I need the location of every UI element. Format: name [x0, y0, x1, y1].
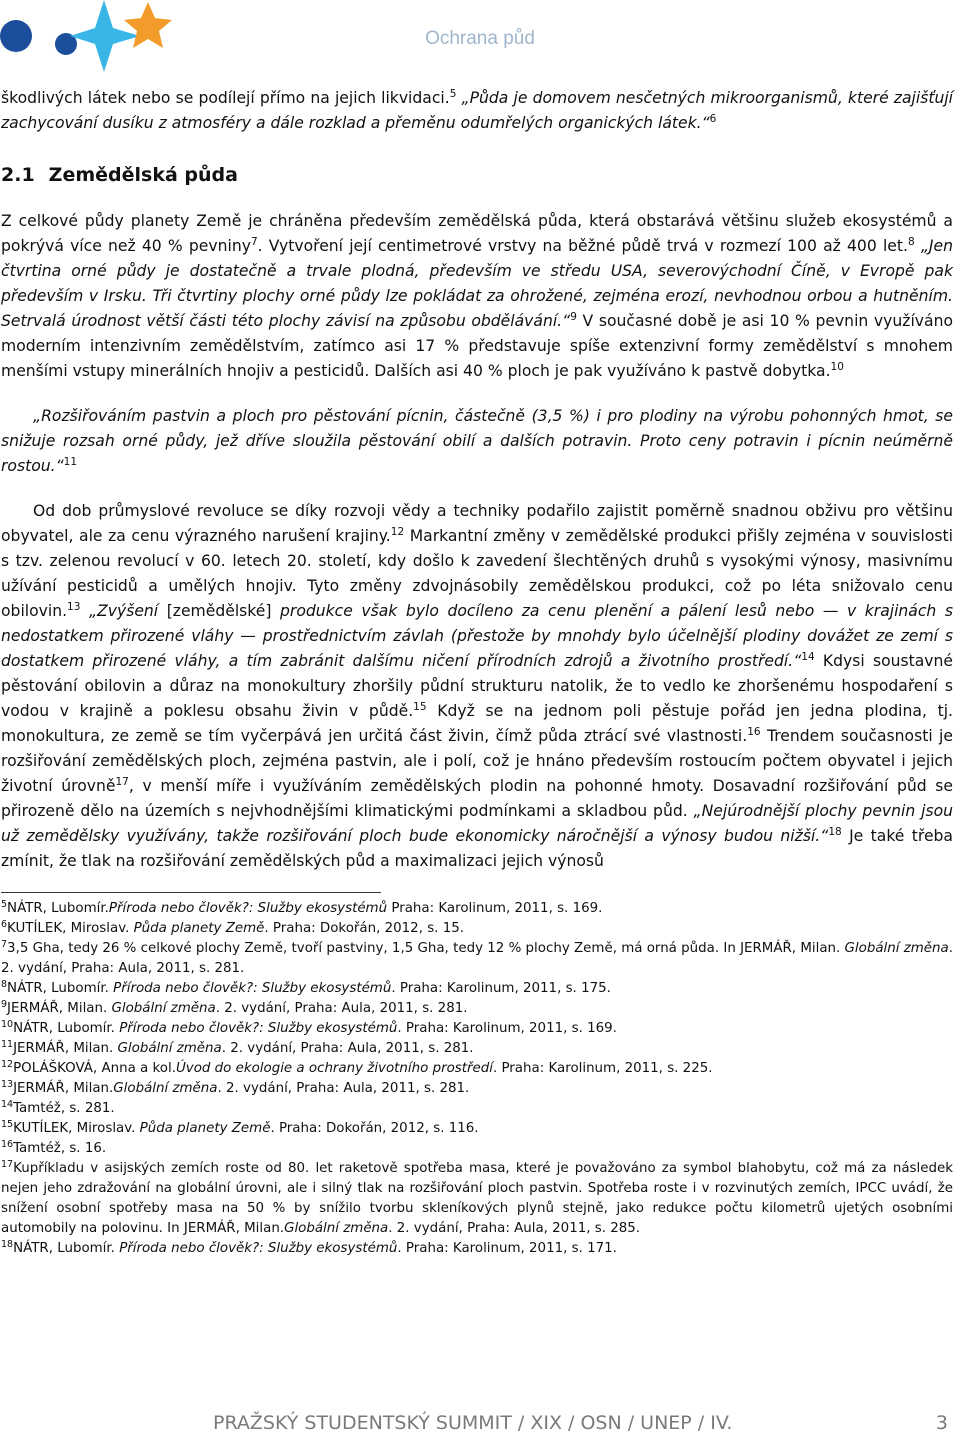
- footnote-ref[interactable]: 13: [67, 601, 81, 613]
- footnote-publication: . Praha: Karolinum, 2011, s. 225.: [492, 1061, 713, 1076]
- page-content: [1, 86, 953, 1259]
- text-run: Z celkové půdy planety Země je chráněna především zemědělská půda, která obstarává většinu služeb ekosystémů a pokrývá více než 40 % pevniny: [1, 212, 953, 255]
- paragraph-1: [1, 209, 953, 384]
- quote: „Půda je domovem nesčetných mikroorganismů, které zajišťují zachycování dusíku z atmosféry a dále rozklad a přeměnu odumřelých organických látek.“: [1, 89, 953, 132]
- footnote-publication: . 2. vydání, Praha: Aula, 2011, s. 281.: [217, 1081, 470, 1096]
- text-run: škodlivých látek nebo se podílejí přímo na jejich likvidaci.: [1, 89, 450, 107]
- footnote-publication: . 2. vydání, Praha: Aula, 2011, s. 281.: [221, 1041, 474, 1056]
- footnote-ref[interactable]: 11: [63, 456, 78, 468]
- footnotes: [1, 899, 953, 1259]
- footnote-author: NÁTR, Lubomír.: [7, 901, 109, 916]
- footnote-ref[interactable]: 8: [907, 236, 915, 248]
- footnote-publication: . Praha: Karolinum, 2011, s. 175.: [391, 981, 611, 996]
- footnote-number: 9: [1, 999, 8, 1010]
- footnote-author: 3,5 Gha, tedy 26 % celkové plochy Země, tvoří pastviny, 1,5 Gha, tedy 12 % plochy Země, má orná půda. In JERMÁŘ, Milan.: [7, 941, 845, 956]
- footnote-number: 13: [1, 1079, 14, 1090]
- text-run: V současné době je asi 10 % pevnin využíváno moderním intenzivním zemědělstvím, zatímco asi 17 % představuje spíše extenzivní formy zemědělství s mnohem menšími vstupy minerálních hnojiv a pesticidů. Dalších asi 40 % ploch je pak využíváno k pastvě dobytka.: [1, 312, 953, 380]
- footnote-number: 16: [1, 1139, 14, 1150]
- footnote-ref[interactable]: 12: [390, 526, 405, 538]
- footnote: [1, 979, 953, 999]
- footnote-publication: Praha: Karolinum, 2011, s. 169.: [387, 901, 603, 916]
- footnote-source-title: Příroda nebo člověk?: Služby ekosystémů: [113, 981, 392, 996]
- section-number: 2.1: [1, 164, 35, 186]
- footnote: [1, 919, 953, 939]
- footnote-source-title: Globální změna: [284, 1221, 389, 1236]
- footnote-author: JERMÁŘ, Milan.: [7, 1001, 112, 1016]
- footnote-number: 18: [1, 1239, 14, 1250]
- footnote: [1, 999, 953, 1019]
- footnote: [1, 899, 953, 919]
- text-run: Trendem současnosti je rozšiřování zemědělských ploch, zejména pastvin, ale i polí, což je hnáno především rostoucím počtem obyvatel i jejich životní úrovně: [1, 727, 953, 795]
- text-run: . Vytvoření její centimetrové vrstvy na běžné půdě trvá v rozmezí 100 až 400 let.: [257, 237, 908, 255]
- footnote-source-title: Globální změna: [844, 941, 949, 956]
- page-number: 3: [935, 1412, 948, 1434]
- text-run: Od dob průmyslové revoluce se díky rozvoji vědy a techniky podařilo zajistit poměrně snadnou obživu pro většinu obyvatel, ale za cenu výrazného narušení krajiny.: [1, 502, 953, 545]
- footnote-ref[interactable]: 14: [801, 651, 815, 663]
- footnote-number: 11: [1, 1039, 14, 1050]
- footnote-number: 8: [1, 979, 8, 990]
- footnote-author: NÁTR, Lubomír.: [7, 981, 114, 996]
- footnote-author: NÁTR, Lubomír.: [13, 1021, 120, 1036]
- footnote-number: 17: [1, 1159, 14, 1170]
- quote: produkce však bylo docíleno za cenu plenění a pálení lesů nebo — v krajinách s nedostatkem přirozené vláhy — prostřednictvím závlah (přestože by mnohdy bylo účelnější plodiny dovážet ze zemí s dostatkem přirozené vláhy, a tím zabránit dalšímu ničení přírodních zdrojů a životního prostředí.“: [1, 602, 953, 670]
- footnote: [1, 1039, 953, 1059]
- footnote-number: 7: [1, 939, 8, 950]
- text-run: Je také třeba zmínit, že tlak na rozšiřování zemědělských půd a maximalizaci jejich výnosů: [1, 827, 953, 870]
- header-title: Ochrana půd: [425, 28, 535, 49]
- intro-paragraph: [1, 86, 953, 136]
- footnote-ref[interactable]: 18: [828, 826, 842, 838]
- footnote-source-title: Příroda nebo člověk?: Služby ekosystémů: [119, 1021, 398, 1036]
- footnote: [1, 1159, 953, 1239]
- footnote-source-title: Globální změna: [117, 1041, 222, 1056]
- logo-star-cyan: [70, 0, 140, 72]
- footnote: [1, 1239, 953, 1259]
- section-heading: [1, 162, 953, 188]
- summit-logo: [0, 0, 175, 72]
- footnote-source-title: Půda planety Země: [133, 921, 265, 936]
- footnote-author: Kupříkladu v asijských zemích roste od 80. let raketově spotřeba masa, které je považováno za symbol blahobytu, což má za následek nejen jeho zdražování na globální úrovni, ale i silný tlak na rozšiřování ploch pastvin. Spotřeba roste i v rozvinutých zemích, IPCC uvádí, že snížení osobní spotřeby masa na 50 % by snížilo tvorbu skleníkových plynů stejně, jako redukce počtu kilometrů ujetých osobními automobily na polovinu. In JERMÁŘ, Milan.: [1, 1161, 953, 1236]
- footnote: [1, 1079, 953, 1099]
- footnote-ref[interactable]: 15: [413, 701, 427, 713]
- text-run: , v menší míře i využíváním zemědělských plodin na pohonné hmoty. Dosavadní rozšiřování půd se přirozeně dělo na územích s nejvhodnějšími klimatickými podmínkami a skladbou půd.: [1, 777, 953, 820]
- footnote-author: JERMÁŘ, Milan.: [13, 1041, 118, 1056]
- footer-text: PRAŽSKÝ STUDENTSKÝ SUMMIT / XIX / OSN / UNEP / IV.: [213, 1412, 733, 1434]
- footnote-author: Tamtéž, s. 16.: [13, 1141, 107, 1156]
- footnote-author: KUTÍLEK, Miroslav.: [13, 1121, 140, 1136]
- footnote: [1, 1099, 953, 1119]
- footnote-publication: . 2. vydání, Praha: Aula, 2011, s. 285.: [388, 1221, 641, 1236]
- footnote-number: 12: [1, 1059, 14, 1070]
- footnote: [1, 1059, 953, 1079]
- footnote-source-title: Příroda nebo člověk?: Služby ekosystémů: [119, 1241, 398, 1256]
- section-title: Zemědělská půda: [48, 164, 238, 186]
- quote: „Zvýšení: [80, 602, 159, 620]
- footnote-ref[interactable]: 9: [570, 311, 577, 323]
- footnote-number: 5: [1, 899, 8, 910]
- footnote: [1, 1139, 953, 1159]
- footnote-ref[interactable]: 10: [830, 361, 844, 373]
- footnote-author: KUTÍLEK, Miroslav.: [7, 921, 134, 936]
- text-run: Kdysi soustavné pěstování obilovin a důraz na monokultury zhoršily půdní strukturu natolik, že to vedlo ke zhoršenému hospodaření s vodou v krajině a poklesu obsahu živin v půdě.: [1, 652, 953, 720]
- footnote-publication: . Praha: Dokořán, 2012, s. 116.: [270, 1121, 479, 1136]
- page-footer: [213, 1412, 948, 1434]
- footnote: [1, 1119, 953, 1139]
- footnote-publication: . 2. vydání, Praha: Aula, 2011, s. 281.: [1, 941, 954, 976]
- footnote-ref[interactable]: 16: [747, 726, 761, 738]
- footnote-author: Tamtéž, s. 281.: [13, 1101, 115, 1116]
- footnote-number: 6: [1, 919, 8, 930]
- quote: „Rozšiřováním pastvin a ploch pro pěstování pícnin, částečně (3,5 %) i pro plodiny na výrobu pohonných hmot, se snižuje rozsah orné půdy, jež dříve sloužila pěstování obilí a dalších potravin. Proto ceny potravin i pícnin neúměrně rostou.“: [1, 407, 953, 475]
- paragraph-3: [1, 499, 953, 874]
- footnote-source-title: Úvod do ekologie a ochrany životního prostředí: [175, 1061, 493, 1076]
- text-run: Markantní změny v zemědělské produkci přišly zejména v souvislosti s tzv. zelenou revolucí v 60. letech 20. století, kdy došlo k zavedení šlechtěných druhů s vysokými výnosy, masivnímu užívání pesticidů a umělých hnojiv. Tyto změny zdvojnásobily zemědělskou produkci, což po léta snižovalo cenu obilovin.: [1, 527, 953, 620]
- footnote-source-title: Půda planety Země: [139, 1121, 271, 1136]
- footnote-author: JERMÁŘ, Milan.: [13, 1081, 114, 1096]
- footnote-ref[interactable]: 7: [250, 236, 258, 248]
- footnote-author: POLÁŠKOVÁ, Anna a kol.: [13, 1061, 176, 1076]
- footnote-number: 15: [1, 1119, 14, 1130]
- footnote-source-title: Globální změna: [111, 1001, 216, 1016]
- text-run: Když se na jednom poli pěstuje pořád jen jedna plodina, tj. monokultura, ze země se tím vyčerpává jen určitá část živin, čímž půda ztrácí své vlastnosti.: [1, 702, 953, 745]
- footnote-ref[interactable]: 6: [709, 113, 717, 125]
- footnote-author: NÁTR, Lubomír.: [13, 1241, 120, 1256]
- footnote-number: 10: [1, 1019, 14, 1030]
- text-run: [zemědělské]: [158, 602, 281, 620]
- footnote-separator: [1, 892, 381, 893]
- footnote: [1, 1019, 953, 1039]
- footnote-publication: . 2. vydání, Praha: Aula, 2011, s. 281.: [215, 1001, 468, 1016]
- footnote: [1, 939, 953, 979]
- logo-dot-left: [0, 20, 32, 52]
- footnote-source-title: Příroda nebo člověk?: Služby ekosystémů: [108, 901, 388, 916]
- paragraph-2: [1, 404, 953, 479]
- logo-star-orange: [124, 2, 172, 48]
- footnote-ref[interactable]: 5: [449, 88, 457, 100]
- quote: „Jen čtvrtina orné půdy je dostatečně a trvale plodná, především ve středu USA, severovýchodní Číně, v Evropě pak především v Irsku. Tři čtvrtiny plochy orné půdy lze pokládat za ohrožené, zejména erozí, nevhodnou orbou a hutněním. Setrvalá úrodnost větší části této plochy závisí na způsobu obdělávání.“: [1, 237, 953, 330]
- footnote-publication: . Praha: Karolinum, 2011, s. 169.: [397, 1021, 617, 1036]
- quote: „Nejúrodnější plochy pevnin jsou už zemědělsky využívány, takže rozšiřování ploch bude ekonomicky náročnější a výnosy budou nižší.“: [1, 802, 954, 845]
- footnote-ref[interactable]: 17: [115, 776, 129, 788]
- footnote-publication: . Praha: Dokořán, 2012, s. 15.: [264, 921, 464, 936]
- footnote-source-title: Globální změna: [113, 1081, 218, 1096]
- footnote-publication: . Praha: Karolinum, 2011, s. 171.: [397, 1241, 617, 1256]
- footnote-number: 14: [1, 1099, 14, 1110]
